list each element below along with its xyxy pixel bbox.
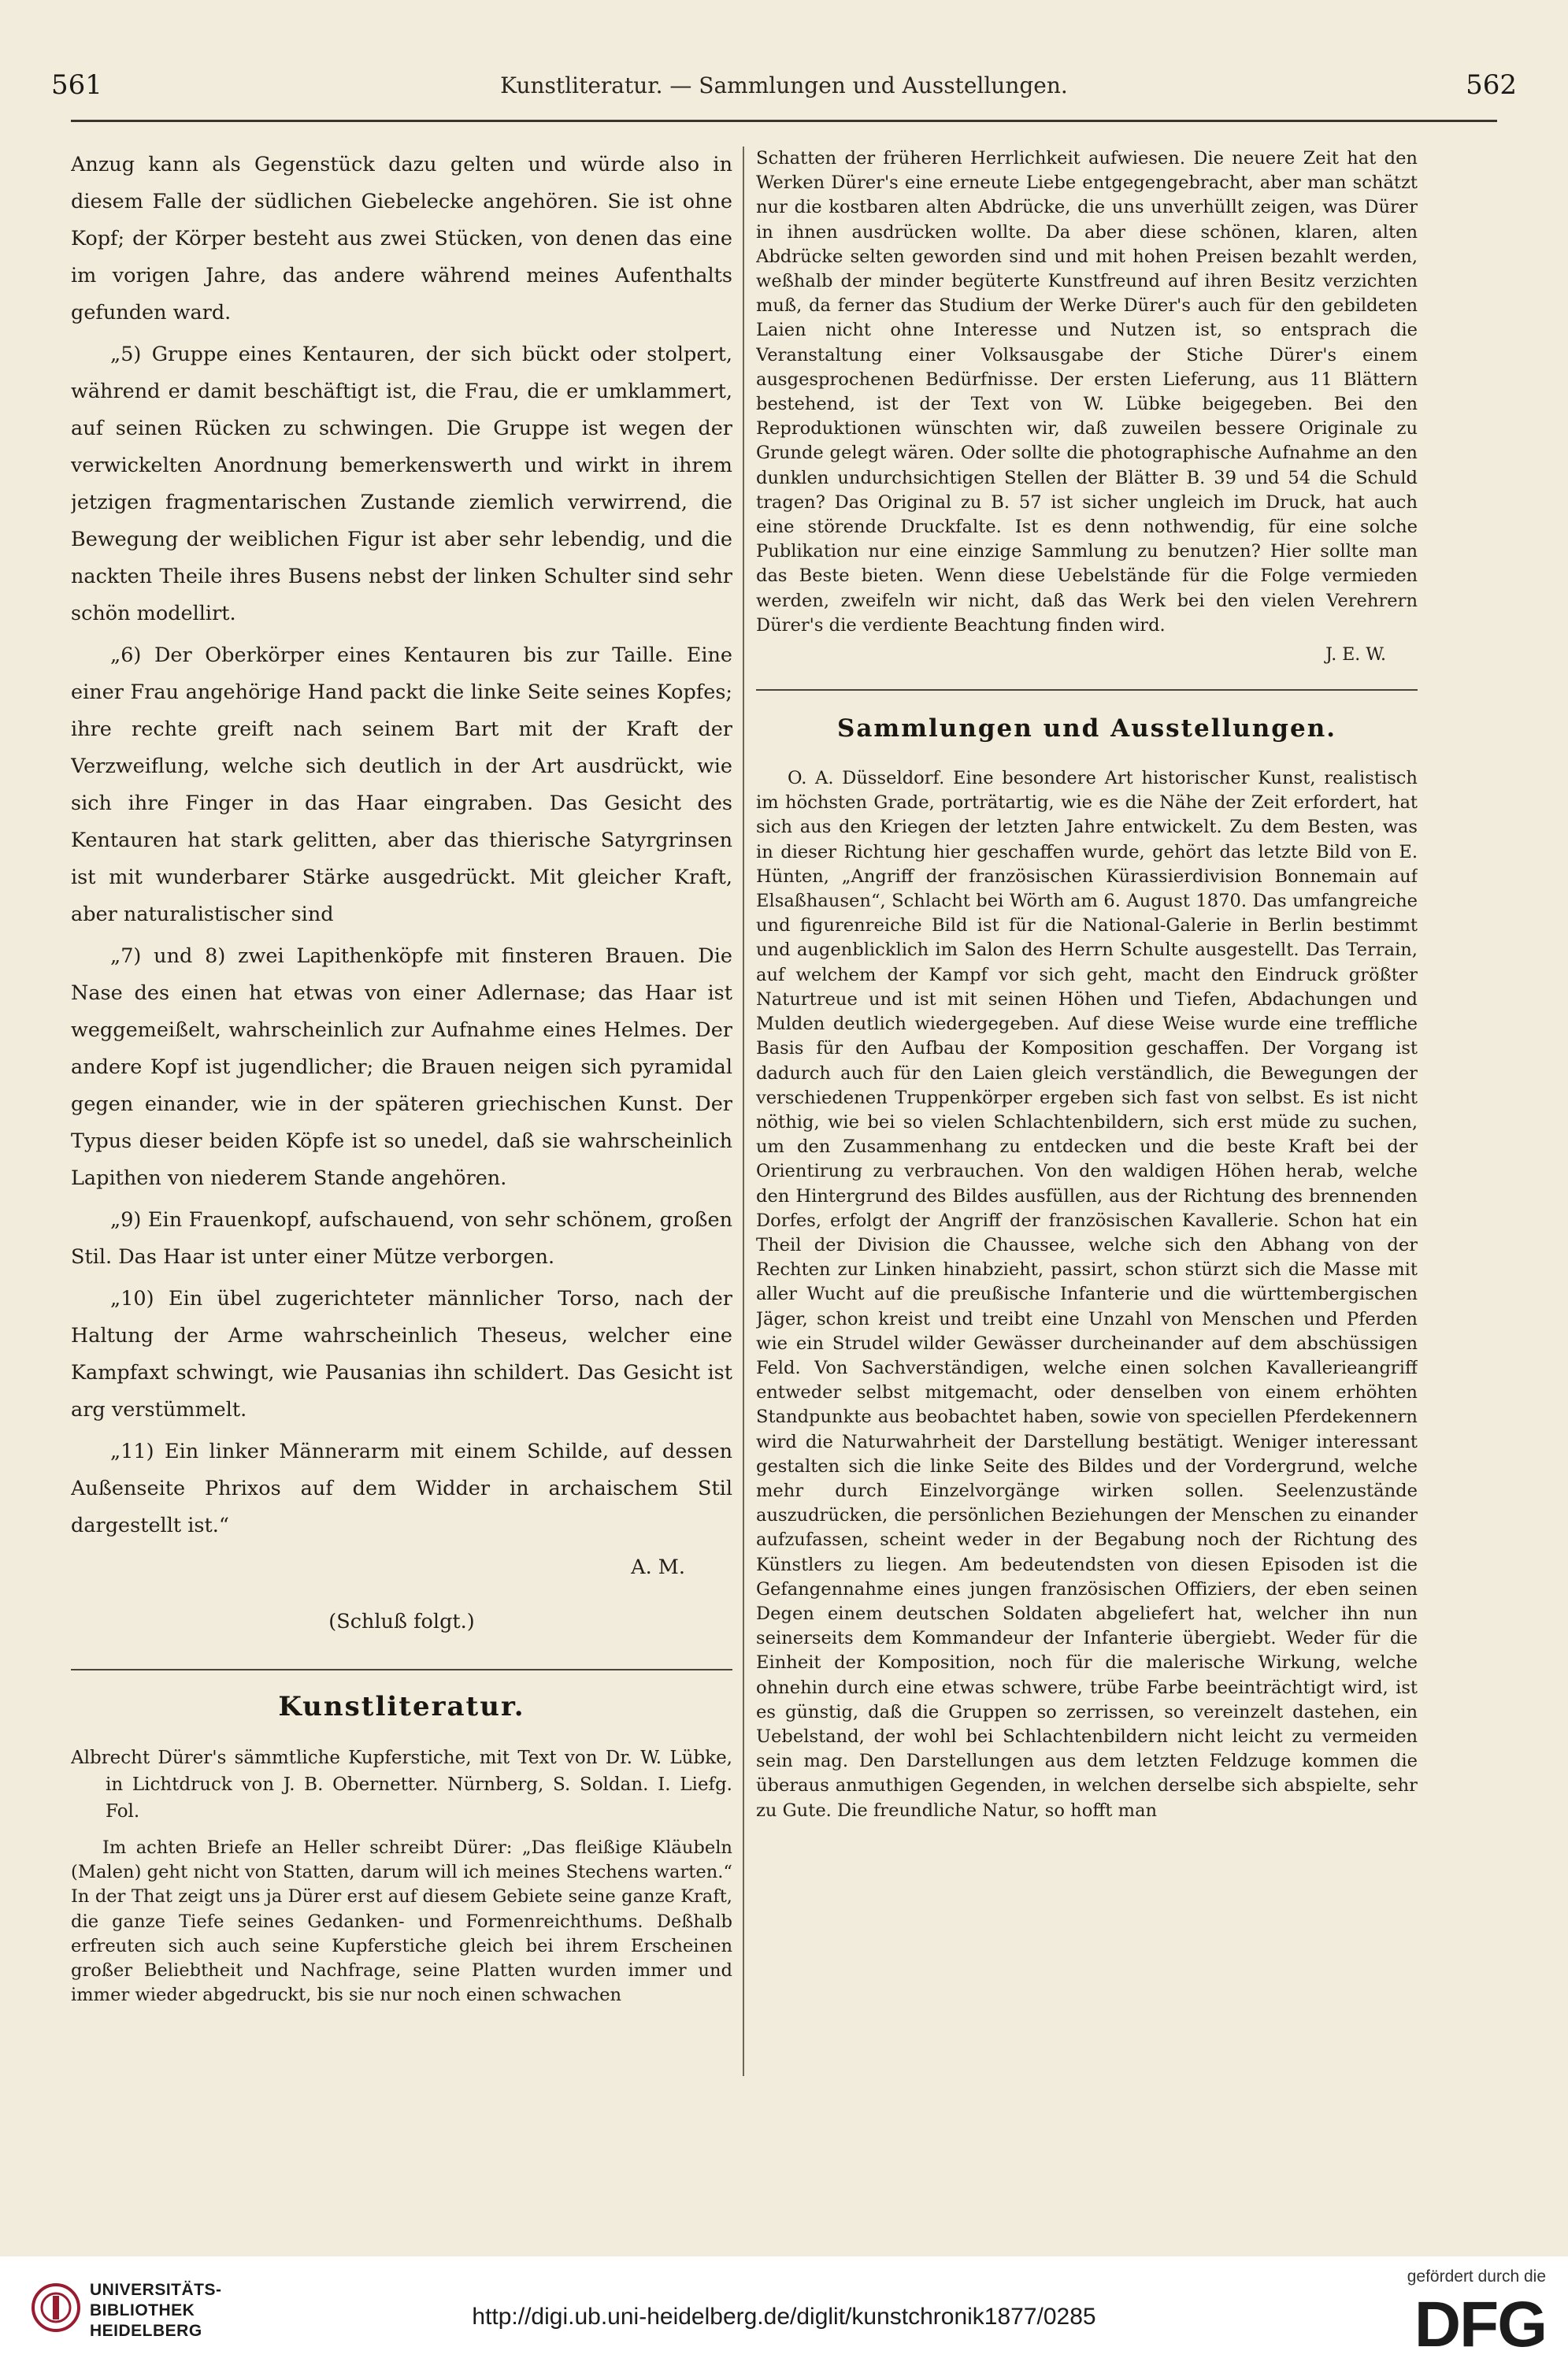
continued-note: (Schluß folgt.): [328, 1610, 475, 1633]
column-divider: [743, 146, 744, 2076]
review-paragraph: Im achten Briefe an Heller schreibt Dürer: „Das fleißige Kläubeln (Malen) geht nicht von Statten, darum will ich meines Stechens warten.“ In der That zeigt uns ja Dürer erst auf diesem Gebiete seine ganze Kraft, die ganze Tiefe seines Gedanken- und Formenreichthums. Deßhalb erfreuten sich auch seine Kupferstiche gleich bei ihrem Erscheinen großer Beliebtheit und Nachfrage, seine Platten wurden immer und immer wieder abgedruckt, bis sie nur noch einen schwachen: [71, 1837, 732, 2006]
paragraph: „6) Der Oberkörper eines Kentauren bis zur Taille. Eine einer Frau angehörige Hand packt die linke Seite seines Kopfes; ihre rechte greift nach seinem Bart mit der Kraft der Verzweiflung, welche sich deutlich in der Art ausdrückt, wie sich ihre Finger in das Haar eingraben. Das Gesicht des Kentauren hat stark gelitten, aber das thierische Satyrgrinsen ist mit wunderbarer Stärke ausgedrückt. Mit gleicher Kraft, aber naturalistischer sind: [71, 643, 732, 926]
review-signature: J. E. W.: [1325, 645, 1386, 666]
running-title: Kunstliteratur. — Sammlungen und Ausstellungen.: [500, 72, 1068, 98]
running-header: [43, 69, 1525, 117]
dfg-logo: DFG: [1414, 2289, 1546, 2360]
page-number-left: 561: [51, 69, 102, 101]
right-column: [756, 146, 1418, 2092]
signature-line: [71, 1549, 732, 1586]
library-name: UNIVERSITÄTS- BIBLIOTHEK HEIDELBERG: [90, 2281, 222, 2340]
review-continuation: Schatten der früheren Herrlichkeit aufwiesen. Die neuere Zeit hat den Werken Dürer's eine erneute Liebe entgegengebracht, aber man schätzt nur die kostbaren alten Abdrücke, die uns unverhüllt zeigen, was Dürer in ihnen ausdrücken wollte. Da aber diese schönen, klaren, alten Abdrücke selten geworden sind und mit hohen Preisen bezahlt werden, weßhalb der minder begüterte Kunstfreund auf ihren Besitz verzichten muß, da ferner das Studium der Werke Dürer's auch für den gebildeten Laien nicht ohne Interesse und Nutzen ist, so entsprach die Veranstaltung einer Volksausgabe der Stiche Dürer's einem ausgesprochenen Bedürfnisse. Der ersten Lieferung, aus 11 Blättern bestehend, ist der Text von W. Lübke beigegeben. Bei den Reproduktionen wünschten wir, daß zuweilen bessere Originale zu Grunde gelegt wären. Oder sollte die photographische Aufnahme an den dunklen undurchsichtigen Stellen der Blätter B. 39 und 54 die Schuld tragen? Das Original zu B. 57 ist sicher ungleich im Druck, hat auch eine störende Druckfalte. Ist es denn nothwendig, für eine solche Publikation nur eine einzige Sammlung zu benutzen? Hier sollte man das Beste bieten. Wenn diese Uebelstände für die Folge vermieden werden, zweifeln wir nicht, daß das Werk bei den vielen Verehrern Dürer's die verdiente Beachtung finden wird.: [756, 148, 1418, 636]
left-column: [71, 146, 732, 2092]
section-title-kunstliteratur: Kunstliteratur.: [278, 1691, 525, 1722]
section-divider: [756, 689, 1418, 691]
paragraph: „11) Ein linker Männerarm mit einem Schilde, auf dessen Außenseite Phrixos auf dem Widder in archaischem Stil dargestellt ist.“: [71, 1440, 732, 1537]
library-footer: [0, 2256, 1568, 2373]
author-signature: A. M.: [631, 1555, 685, 1579]
bibliographic-entry: Albrecht Dürer's sämmtliche Kupferstiche, mit Text von Dr. W. Lübke, in Lichtdruck von J. B. Obernetter. Nürnberg, S. Soldan. I. Liefg. Fol.: [71, 1748, 732, 1822]
source-url[interactable]: http://digi.ub.uni-heidelberg.de/diglit/kunstchronik1877/0285: [472, 2304, 1096, 2330]
paragraph: „7) und 8) zwei Lapithenköpfe mit finsteren Brauen. Die Nase des einen hat etwas von einer Adlernase; das Haar ist weggemeißelt, wahrscheinlich zur Aufnahme eines Helmes. Der andere Kopf ist jugendlicher; die Brauen neigen sich pyramidal gegen einander, wie in der späteren griechischen Kunst. Der Typus dieser beiden Köpfe ist so unedel, daß sie wahrscheinlich Lapithen von niederem Stande angehören.: [71, 944, 732, 1190]
paragraph: Anzug kann als Gegenstück dazu gelten und würde also in diesem Falle der südlichen Giebelecke angehören. Sie ist ohne Kopf; der Körper besteht aus zwei Stücken, von denen das eine im vorigen Jahre, das andere während meines Aufenthalts gefunden ward.: [71, 153, 732, 324]
header-rule: [71, 120, 1497, 122]
paragraph: „5) Gruppe eines Kentauren, der sich bückt oder stolpert, während er damit beschäftigt ist, die Frau, die er umklammert, auf seinen Rücken zu schwingen. Die Gruppe ist wegen der verwickelten Anordnung bemerkenswerth und wirkt in ihrem jetzigen fragmentarischen Zustande ziemlich verwirrend, die Bewegung der weiblichen Figur ist aber sehr lebendig, und die nackten Theile ihres Busens nebst der linken Schulter sind sehr schön modellirt.: [71, 343, 732, 625]
article-paragraph: O. A. Düsseldorf. Eine besondere Art historischer Kunst, realistisch im höchsten Grade, porträtartig, wie es die Nähe der Zeit erfordert, hat sich aus den Kriegen der letzten Jahre entwickelt. Zu dem Besten, was in dieser Richtung hier geschaffen wurde, gehört das letzte Bild von E. Hünten, „Angriff der französischen Kürassierdivision Bonnemain auf Elsaßhausen“, Schlacht bei Wörth am 6. August 1870. Das umfangreiche und figurenreiche Bild ist für die National-Galerie in Berlin bestimmt und augenblicklich im Salon des Herrn Schulte ausgestellt. Das Terrain, auf welchem der Kampf vor sich geht, macht den Eindruck größter Naturtreue und ist mit seinen Höhen und Tiefen, Abdachungen und Mulden deutlich wiedergegeben. Auf diese Weise wurde eine treffliche Basis für den Aufbau der Komposition geschaffen. Der Vorgang ist dadurch auch für den Laien gleich verständlich, die Bewegungen der verschiedenen Truppenkörper ergeben sich fast von selbst. Es ist nicht nöthig, wie bei so vielen Schlachtenbildern, sich erst müde zu suchen, um den Zusammenhang zu entdecken und die beste Kraft bei der Orientirung zu verbrauchen. Von den waldigen Höhen herab, welche den Hintergrund des Bildes ausfüllen, aus der Richtung des brennenden Dorfes, erfolgt der Angriff der französischen Kavallerie. Schon hat ein Theil der Division die Chaussee, welche sich den Abhang von der Rechten zur Linken hinabzieht, passirt, schon stürzt sich die Masse mit aller Wucht auf die preußische Infanterie und die württembergischen Jäger, schon kreist und treibt eine Unzahl von Menschen und Pferden wie ein Strudel wilder Gewässer durcheinander auf dem abschüssigen Feld. Von Sachverständigen, welche einen solchen Kavallerieangriff entweder selbst mitgemacht, oder denselben von einem erhöhten Standpunkte aus beobachtet haben, sowie von speciellen Pferdekennern wird die Naturwahrheit der Darstellung bestätigt. Weniger interessant gestalten sich die linke Seite des Bildes und der Vordergrund, welche mehr durch Einzelvorgänge wirken sollen. Seelenzustände auszudrücken, die persönlichen Beziehungen der Menschen zu einander aufzufassen, scheint weder in der Begabung noch der Richtung des Künstlers zu liegen. Am bedeutendsten von diesen Episoden ist die Gefangennahme eines jungen französischen Offiziers, der eben seinen Degen einem deutschen Soldaten abgeliefert hat, welcher ihn nun seinerseits dem Kommandeur der Infanterie übergiebt. Weder für die Einheit der Komposition, noch für die malerische Wirkung, welche ohnehin durch eine etwas schwere, trübe Farbe beeinträchtigt wird, ist es günstig, daß die Gruppen so zerrissen, so vereinzelt dastehen, ein Uebelstand, der wohl bei Schlachtenbildern nicht leicht zu vermeiden sein mag. Den Darstellungen aus dem letzten Feldzuge kommen die überaus anmuthigen Gegenden, in welchen derselbe sich abspielte, sehr zu Gute. Die freundliche Natur, so hofft man: [756, 768, 1418, 1821]
page-number-right: 562: [1466, 69, 1517, 101]
section-title-sammlungen: Sammlungen und Ausstellungen.: [836, 714, 1337, 743]
paragraph: „10) Ein übel zugerichteter männlicher Torso, nach der Haltung der Arme wahrscheinlich Theseus, welcher eine Kampfaxt schwingt, wie Pausanias ihn schildert. Das Gesicht ist arg verstümmelt.: [71, 1287, 732, 1422]
funding-caption: gefördert durch die: [1407, 2267, 1546, 2286]
section-divider: [71, 1669, 732, 1670]
paragraph: „9) Ein Frauenkopf, aufschauend, von sehr schönem, großen Stil. Das Haar ist unter einer Mütze verborgen.: [71, 1208, 732, 1269]
